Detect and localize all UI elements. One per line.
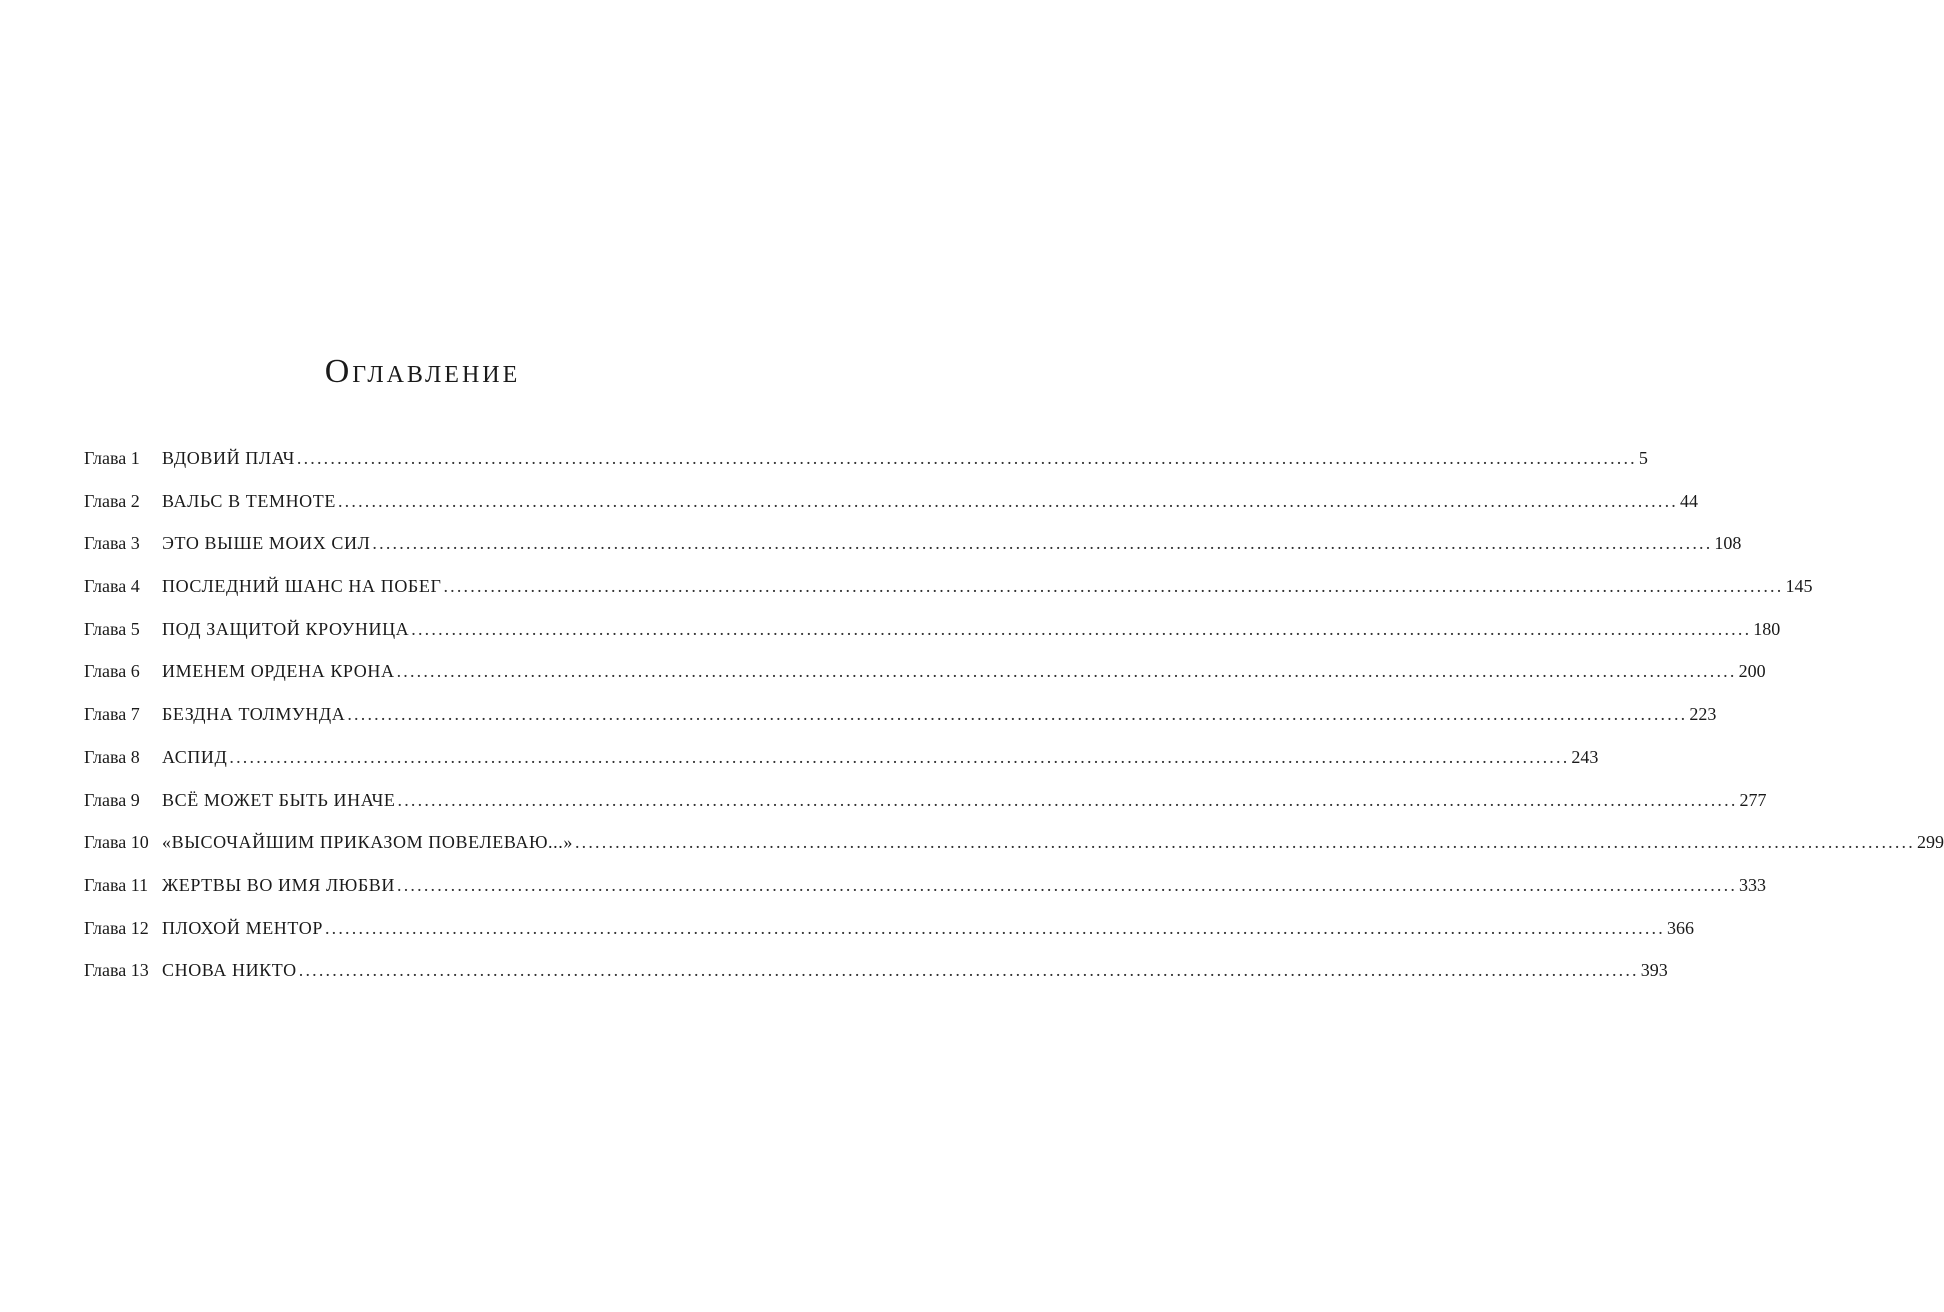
dot-leader: ........................................................................................................................................................................................................ (411, 618, 1752, 639)
page-number: 180 (1753, 618, 1781, 639)
toc-entry[interactable] (84, 617, 1781, 660)
toc-title: Оглавление (324, 353, 521, 390)
dot-leader: ........................................................................................................................................................................................................ (324, 917, 1665, 938)
chapter-title: ЖЕРТВЫ ВО ИМЯ ЛЮБВИ (162, 874, 396, 895)
chapter-title: ВДОВИЙ ПЛАЧ (162, 448, 295, 468)
dot-leader: ........................................................................................................................................................................................................ (372, 533, 1713, 554)
chapter-number: Глава 10 (84, 832, 149, 853)
chapter-number: Глава 2 (84, 490, 140, 511)
dot-leader: ........................................................................................................................................................................................................ (337, 490, 1678, 511)
chapter-number: Глава 6 (84, 661, 140, 682)
page-number: 277 (1739, 789, 1767, 810)
toc-list (84, 446, 1944, 1001)
chapter-number: Глава 7 (84, 704, 140, 725)
toc-entry[interactable] (84, 830, 1944, 873)
chapter-number: Глава 8 (84, 746, 140, 767)
chapter-title: БЕЗДНА ТОЛМУНДА (162, 704, 346, 725)
page-number: 243 (1571, 746, 1599, 767)
chapter-number: Глава 4 (84, 576, 140, 597)
page-number: 299 (1916, 832, 1944, 853)
toc-entry[interactable] (84, 958, 1668, 1001)
toc-entry[interactable] (84, 659, 1766, 702)
chapter-title: СНОВА НИКТО (162, 960, 297, 981)
chapter-number: Глава 13 (84, 960, 149, 981)
chapter-number: Глава 9 (84, 789, 140, 810)
toc-entry[interactable] (84, 788, 1767, 831)
dot-leader: ........................................................................................................................................................................................................ (347, 704, 1688, 725)
dot-leader: ........................................................................................................................................................................................................ (443, 576, 1784, 597)
page-number: 393 (1640, 960, 1668, 981)
toc-entry[interactable] (84, 873, 1767, 916)
chapter-number: Глава 5 (84, 618, 140, 639)
dot-leader: ........................................................................................................................................................................................................ (397, 874, 1738, 895)
page-number: 44 (1679, 490, 1698, 511)
chapter-title: АСПИД (162, 746, 228, 767)
page-number: 200 (1738, 661, 1766, 682)
chapter-title: ПОСЛЕДНИЙ ШАНС НА ПОБЕГ (162, 576, 442, 597)
page-number: 108 (1714, 533, 1742, 554)
dot-leader: ........................................................................................................................................................................................................ (397, 789, 1738, 810)
toc-entry[interactable] (84, 745, 1599, 788)
chapter-title: ПЛОХОЙ МЕНТОР (162, 917, 323, 938)
chapter-number: Глава 1 (84, 448, 140, 468)
page-number: 366 (1666, 917, 1694, 938)
page-number: 223 (1689, 704, 1717, 725)
chapter-number: Глава 11 (84, 874, 149, 895)
chapter-title: ПОД ЗАЩИТОЙ КРОУНИЦА (162, 618, 410, 639)
chapter-title: ИМЕНЕМ ОРДЕНА КРОНА (162, 661, 395, 682)
toc-entry[interactable] (84, 574, 1813, 617)
toc-entry[interactable] (84, 489, 1698, 532)
page-number: 145 (1785, 576, 1813, 597)
chapter-title: ЭТО ВЫШЕ МОИХ СИЛ (162, 533, 371, 554)
page-number: 333 (1739, 874, 1767, 895)
toc-entry[interactable] (84, 702, 1717, 745)
toc-entry[interactable] (84, 446, 1648, 489)
chapter-title: ВАЛЬС В ТЕМНОТЕ (162, 490, 336, 511)
toc-entry[interactable] (84, 531, 1742, 574)
chapter-number: Глава 12 (84, 917, 149, 938)
page-number: 5 (1638, 448, 1648, 468)
dot-leader: ........................................................................................................................................................................................................ (396, 661, 1737, 682)
dot-leader: ........................................................................................................................................................................................................ (298, 960, 1639, 981)
toc-entry[interactable] (84, 916, 1694, 959)
chapter-number: Глава 3 (84, 533, 140, 554)
chapter-title: «ВЫСОЧАЙШИМ ПРИКАЗОМ ПОВЕЛЕВАЮ...» (162, 832, 573, 853)
dot-leader: ........................................................................................................................................................................................................ (296, 448, 1637, 468)
dot-leader: ........................................................................................................................................................................................................ (229, 746, 1570, 767)
chapter-title: ВСЁ МОЖЕТ БЫТЬ ИНАЧЕ (162, 789, 396, 810)
dot-leader: ........................................................................................................................................................................................................ (574, 832, 1915, 853)
